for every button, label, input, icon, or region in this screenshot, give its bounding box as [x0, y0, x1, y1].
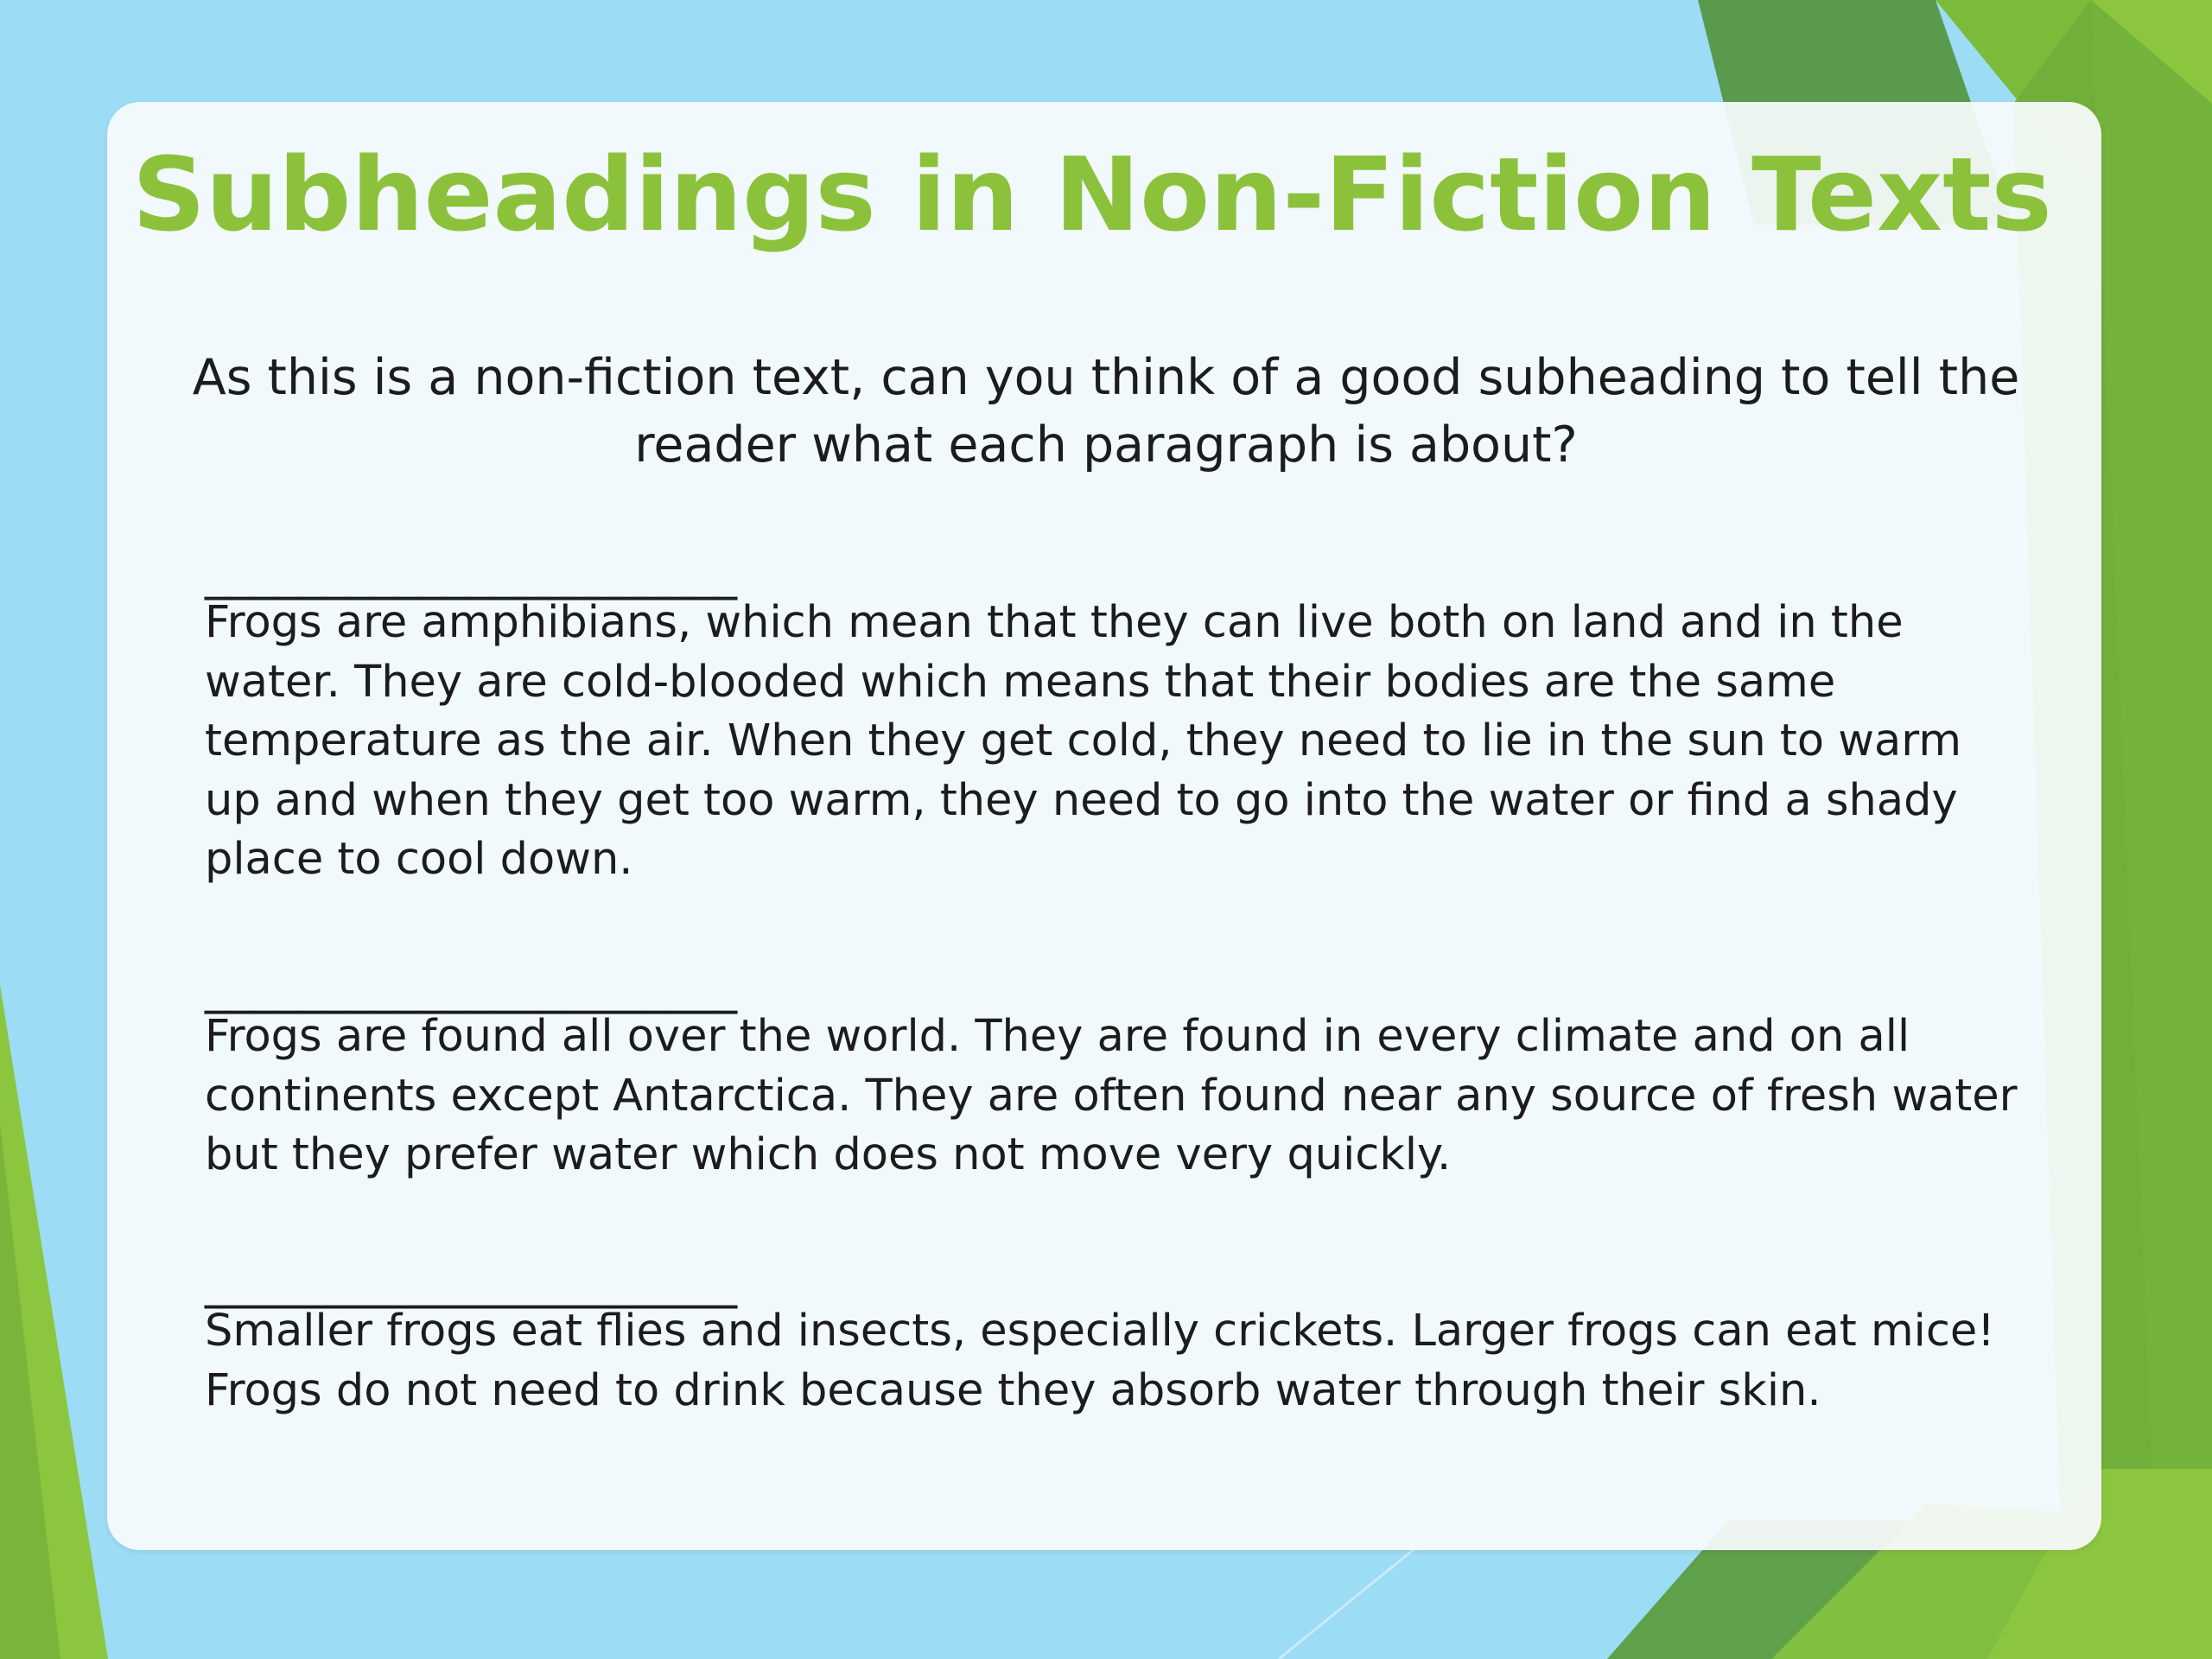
- section-2: [205, 958, 2019, 1185]
- subheading-blank-3: ______________________: [205, 1253, 737, 1309]
- bg-highlight-line: [1279, 1547, 1417, 1659]
- section-1: [205, 544, 2019, 890]
- paragraph-1: Frogs are amphibians, which mean that they can live both on land and in the water. They are cold-blooded which means that their bodies are the same temperature as the air. When they get cold, they need to lie in the sun to warm up and when they get too warm, they need to go into the water or find a shady place to cool down.: [205, 597, 1962, 885]
- intro-question: As this is a non-fiction text, can you think of a good subheading to tell the reader what each paragraph is about?: [192, 349, 2020, 474]
- subheading-blank-1: ______________________: [205, 544, 737, 601]
- paragraph-2: Frogs are found all over the world. They are found in every climate and on all continents except Antarctica. They are often found near any source of fresh water but they prefer water which does not move very quickly.: [205, 1011, 2018, 1180]
- subheading-blank-2: ______________________: [205, 958, 737, 1014]
- slide-title: Subheadings in Non-Fiction Texts: [132, 135, 2052, 254]
- paragraph-3: Smaller frogs eat flies and insects, especially crickets. Larger frogs can eat mice! Frogs do not need to drink because they absorb water through their skin.: [205, 1306, 1995, 1416]
- section-3: [205, 1253, 2019, 1421]
